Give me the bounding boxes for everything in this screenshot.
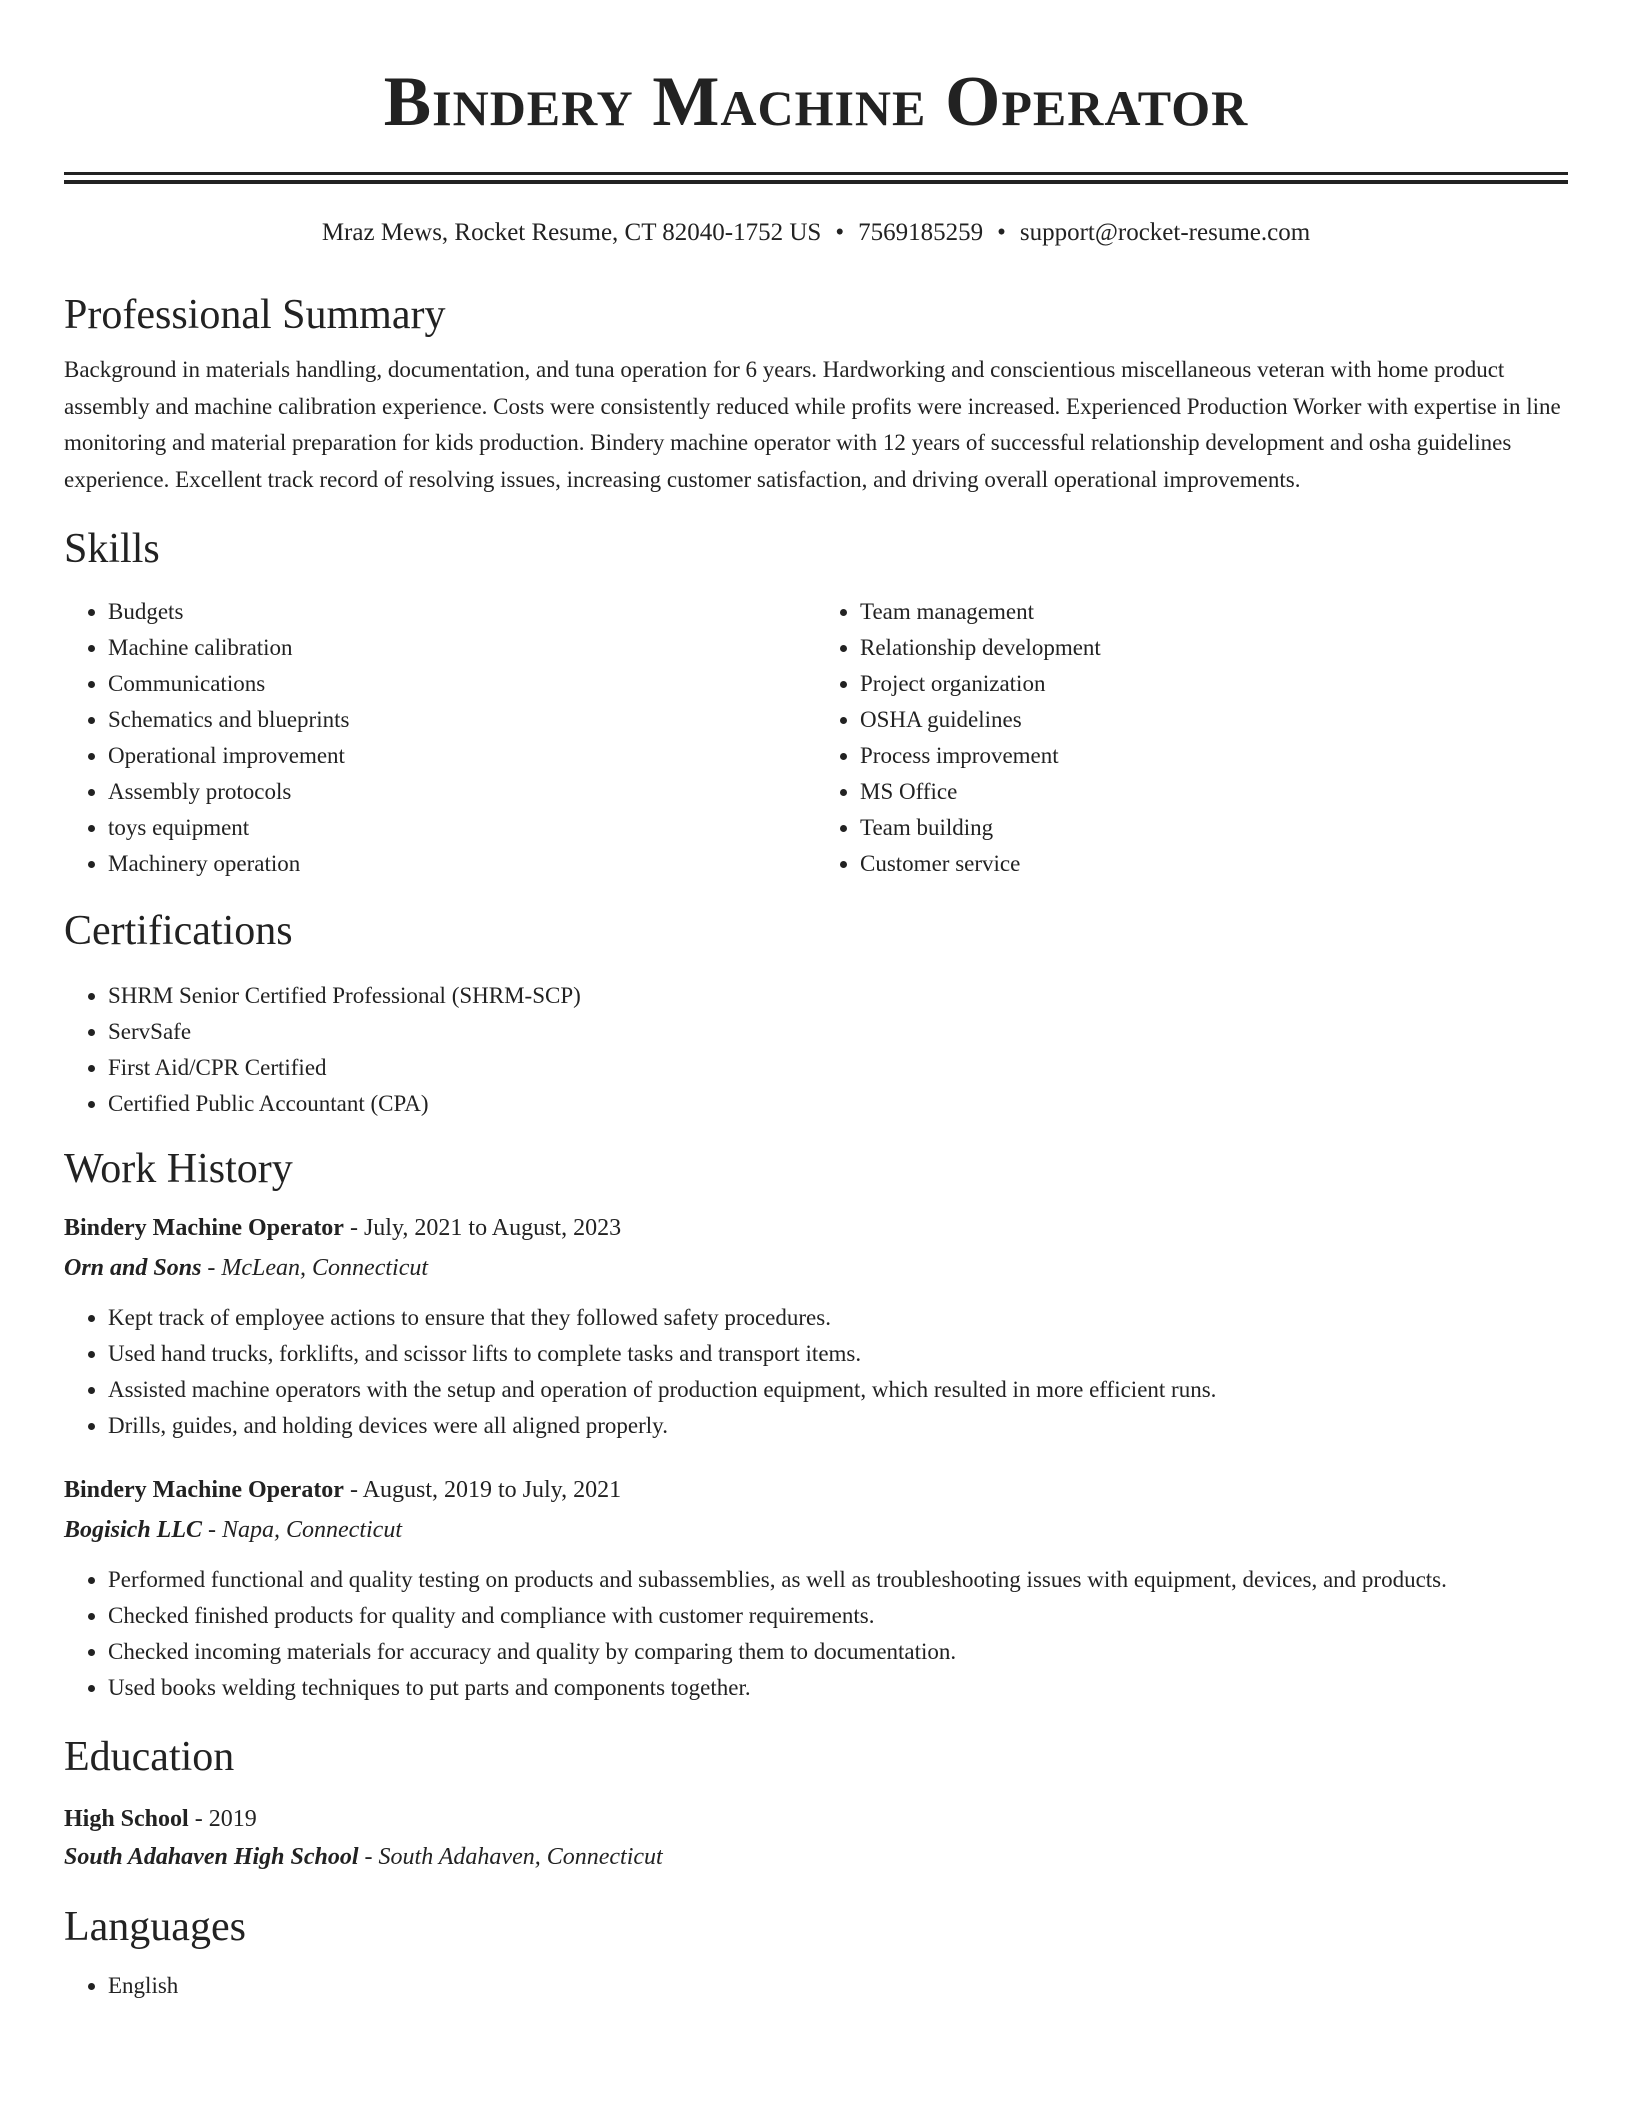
contact-address: Mraz Mews, Rocket Resume, CT 82040-1752 US — [321, 219, 822, 246]
certification-item: • Certified Public Accountant (CPA) — [108, 1086, 1568, 1122]
contact-email[interactable]: support@rocket-resume.com — [1019, 219, 1311, 246]
summary-text: Background in materials handling, documentation, and tuna operation for 6 years. Hardworking and conscientious miscellaneous veteran with home product assembly and machine calibration experience. Costs were consistently reduced while profits were increased. Experienced Production Worker with expertise in line monitoring and material preparation for kids production. Bindery machine operator with 12 years of successful relationship development and osha guidelines experience. Excellent track record of resolving issues, increasing customer satisfaction, and driving overall operational improvements. — [64, 357, 1561, 492]
education-location: South Adahaven, Connecticut — [378, 1844, 663, 1870]
skills-columns — [64, 594, 1568, 882]
skill-item: • Schematics and blueprints — [108, 702, 816, 738]
job-duties-list — [64, 1300, 1568, 1444]
job-duty: • Checked incoming materials for accuracy and quality by comparing them to documentation. — [108, 1634, 1568, 1670]
language-item: • English — [108, 1968, 1568, 2004]
education-heading: Education — [64, 1734, 235, 1780]
job-duty: • Used hand trucks, forklifts, and scissor lifts to complete tasks and transport items. — [108, 1336, 1568, 1372]
job-duty: • Drills, guides, and holding devices were all aligned properly. — [108, 1408, 1568, 1444]
job-duty: • Checked finished products for quality and compliance with customer requirements. — [108, 1598, 1568, 1634]
certification-item: • First Aid/CPR Certified — [108, 1050, 1568, 1086]
header-double-rule — [64, 172, 1568, 184]
job-location: Napa, Connecticut — [222, 1517, 402, 1543]
summary-heading: Professional Summary — [64, 292, 446, 338]
work-history-heading: Work History — [64, 1146, 293, 1192]
skill-item: • Communications — [108, 666, 816, 702]
skill-item: • Assembly protocols — [108, 774, 816, 810]
candidate-name: Bindery Machine Operator — [383, 63, 1249, 141]
certifications-heading: Certifications — [64, 908, 293, 954]
education-school-line: South Adahaven High School - South Adahaven, Connecticut — [64, 1844, 663, 1870]
job-duty: • Performed functional and quality testing on products and subassemblies, as well as troubleshooting issues with equipment, devices, and products. — [108, 1562, 1568, 1598]
skills-list-right — [816, 594, 1568, 882]
job-duty: • Assisted machine operators with the setup and operation of production equipment, which resulted in more efficient runs. — [108, 1372, 1568, 1408]
skill-item: • Process improvement — [860, 738, 1568, 774]
skill-item: • Relationship development — [860, 630, 1568, 666]
skill-item: • Operational improvement — [108, 738, 816, 774]
skills-list-left — [64, 594, 816, 882]
job-company-line: Orn and Sons - McLean, Connecticut — [64, 1255, 429, 1281]
skill-item: • Customer service — [860, 846, 1568, 882]
education-year: 2019 — [208, 1806, 257, 1832]
skill-item: • MS Office — [860, 774, 1568, 810]
skill-item: • Machine calibration — [108, 630, 816, 666]
job-title-line: Bindery Machine Operator - July, 2021 to August, 2023 — [64, 1215, 622, 1241]
skill-item: • Team building — [860, 810, 1568, 846]
education-school: South Adahaven High School — [64, 1844, 359, 1870]
contact-separator: • — [835, 219, 845, 246]
skill-item: • Team management — [860, 594, 1568, 630]
languages-heading: Languages — [64, 1904, 246, 1950]
job-location: McLean, Connecticut — [221, 1255, 429, 1281]
job-duties-list — [64, 1562, 1568, 1706]
skill-item: • Machinery operation — [108, 846, 816, 882]
job-company: Orn and Sons — [64, 1255, 202, 1281]
education-degree: High School — [64, 1806, 189, 1832]
certification-item: • ServSafe — [108, 1014, 1568, 1050]
certification-item: • SHRM Senior Certified Professional (SHRM-SCP) — [108, 978, 1568, 1014]
job-dates: August, 2019 to July, 2021 — [362, 1477, 622, 1503]
certifications-list — [64, 978, 1568, 1122]
job-entry — [64, 1208, 1568, 1444]
skill-item: • toys equipment — [108, 810, 816, 846]
job-title-line: Bindery Machine Operator - August, 2019 to July, 2021 — [64, 1477, 622, 1503]
job-duty: • Used books welding techniques to put parts and components together. — [108, 1670, 1568, 1706]
contact-line — [64, 216, 1568, 250]
job-company: Bogisich LLC — [64, 1517, 203, 1543]
skill-item: • Budgets — [108, 594, 816, 630]
languages-list — [64, 1968, 1568, 2004]
job-company-line: Bogisich LLC - Napa, Connecticut — [64, 1517, 402, 1543]
job-duty: • Kept track of employee actions to ensure that they followed safety procedures. — [108, 1300, 1568, 1336]
job-entry — [64, 1470, 1568, 1706]
job-dates: July, 2021 to August, 2023 — [363, 1215, 622, 1241]
education-degree-line: High School - 2019 — [64, 1806, 257, 1832]
contact-phone: 7569185259 — [858, 219, 984, 246]
skill-item: • OSHA guidelines — [860, 702, 1568, 738]
job-title: Bindery Machine Operator — [64, 1215, 344, 1241]
skills-heading: Skills — [64, 526, 160, 572]
job-title: Bindery Machine Operator — [64, 1477, 344, 1503]
contact-separator: • — [997, 219, 1006, 246]
skill-item: • Project organization — [860, 666, 1568, 702]
